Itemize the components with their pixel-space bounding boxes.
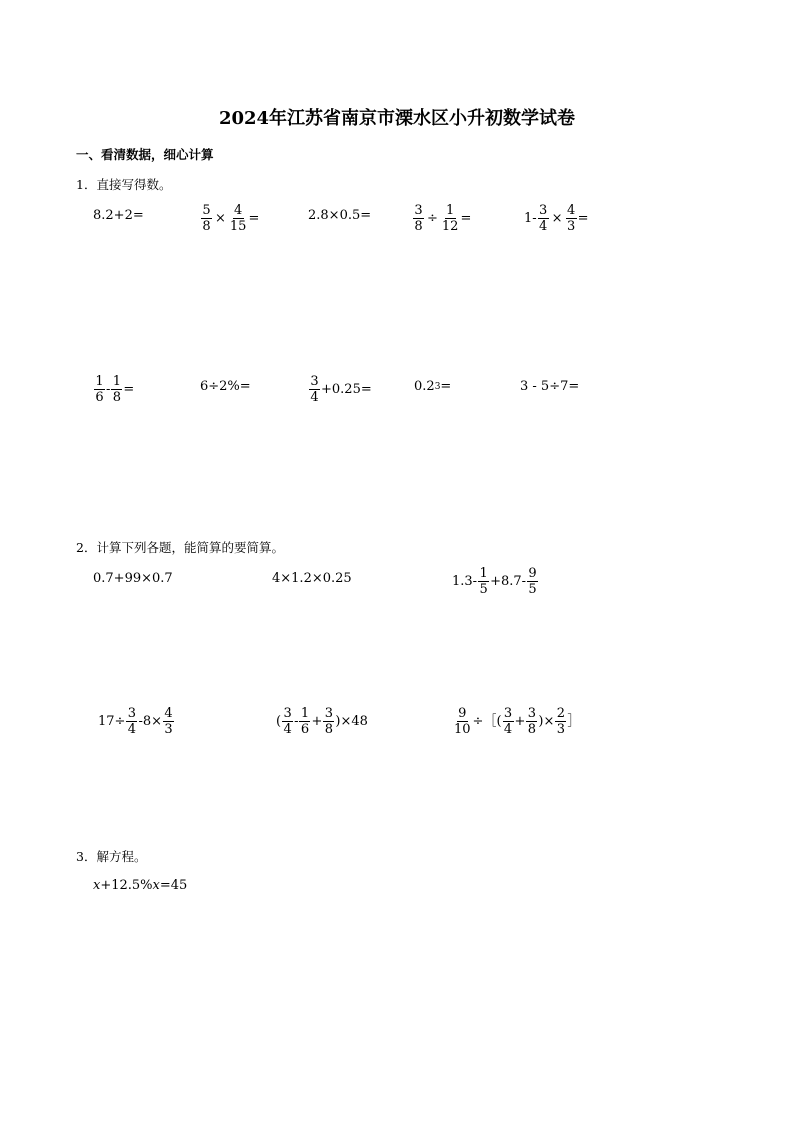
q1-item-10 [520, 380, 579, 393]
operator: - [294, 714, 299, 729]
expr-text: )× [538, 714, 555, 729]
fraction: $\frac{3}{8}$ [324, 706, 334, 737]
section-heading: 一、看清数据，细心计算 [76, 147, 214, 162]
expr-text: 3 - 5÷7= [520, 379, 580, 394]
expr-text: ］ [567, 714, 581, 729]
fraction: $\frac{1}{12}$ [441, 203, 459, 234]
q2-item-5 [276, 707, 368, 736]
fraction: $\frac{3}{8}$ [527, 706, 537, 737]
q1-item-7 [200, 380, 251, 393]
q1-item-6 [93, 375, 134, 404]
fraction: $\frac{2}{3}$ [556, 706, 566, 737]
fraction: $\frac{3}{8}$ [414, 203, 423, 234]
q2-item-1 [93, 572, 173, 585]
operator: ÷ [427, 211, 438, 226]
fraction: $\frac{3}{4}$ [283, 706, 292, 737]
fraction: $\frac{1}{6}$ [95, 374, 104, 405]
expr-text: 1- [524, 211, 537, 226]
expr-text: -8× [138, 714, 162, 729]
q2-item-2 [272, 572, 352, 585]
fraction: $\frac{1}{5}$ [479, 566, 488, 597]
operator: - [106, 382, 111, 397]
q1-item-8 [308, 375, 372, 404]
q2-item-3 [452, 567, 539, 596]
expr-text: 2.8×0.5= [308, 208, 372, 223]
expr-text: 0.7+99×0.7 [93, 571, 173, 586]
q1-item-1 [93, 209, 144, 222]
fraction: $\frac{3}{4}$ [127, 706, 137, 737]
expr-text: +8.7- [490, 574, 527, 589]
fraction: $\frac{3}{4}$ [503, 706, 513, 737]
q2-item-6 [452, 707, 580, 736]
expr-text: +0.25= [321, 382, 372, 397]
fraction: $\frac{3}{4}$ [539, 203, 548, 234]
fraction: $\frac{1}{6}$ [300, 706, 310, 737]
page-title: 2024年江苏省南京市溧水区小升初数学试卷 [218, 108, 576, 129]
equals: = [248, 211, 260, 226]
question-3-label: 3．解方程。 [76, 849, 147, 864]
q3-equation [93, 879, 187, 892]
fraction: $\frac{9}{5}$ [528, 566, 537, 597]
fraction: $\frac{4}{15}$ [229, 203, 247, 234]
expr-text: 0.2 [414, 379, 435, 394]
expr-text: 17÷ [98, 714, 126, 729]
operator: × [551, 211, 563, 226]
fraction: $\frac{9}{10}$ [454, 706, 471, 737]
operator: + [311, 714, 323, 729]
fraction: $\frac{1}{8}$ [112, 374, 122, 405]
question-2-label: 2．计算下列各题，能简算的要简算。 [76, 540, 284, 555]
equals: = [123, 382, 135, 397]
fraction: $\frac{5}{8}$ [202, 203, 211, 234]
q1-item-5 [524, 204, 588, 233]
expr-text: 8.2+2= [93, 208, 144, 223]
operator: + [514, 714, 526, 729]
equals: = [440, 379, 452, 394]
expr-text: 6÷2%= [200, 379, 251, 394]
question-1-label: 1．直接写得数。 [76, 177, 172, 192]
expr-text: ( [276, 714, 282, 729]
equals: = [577, 211, 589, 226]
expr-text: =45 [159, 878, 188, 893]
q1-item-3 [308, 209, 371, 222]
fraction: $\frac{3}{4}$ [310, 374, 319, 405]
equals: = [460, 211, 472, 226]
q1-item-9: 0.2 3 = [414, 379, 452, 394]
q1-item-4 [412, 204, 471, 233]
variable: x [93, 878, 101, 893]
expr-text: 4×1.2×0.25 [272, 571, 352, 586]
q2-item-4 [98, 707, 175, 736]
expr-text: +12.5% [100, 878, 153, 893]
expr-text: ÷［( [472, 714, 502, 729]
fraction: $\frac{4}{3}$ [164, 706, 173, 737]
variable: x [152, 878, 160, 893]
fraction: $\frac{4}{3}$ [566, 203, 576, 234]
expr-text: 1.3- [452, 574, 478, 589]
expr-text: )×48 [335, 714, 368, 729]
operator: × [215, 211, 226, 226]
q1-item-2 [200, 204, 259, 233]
